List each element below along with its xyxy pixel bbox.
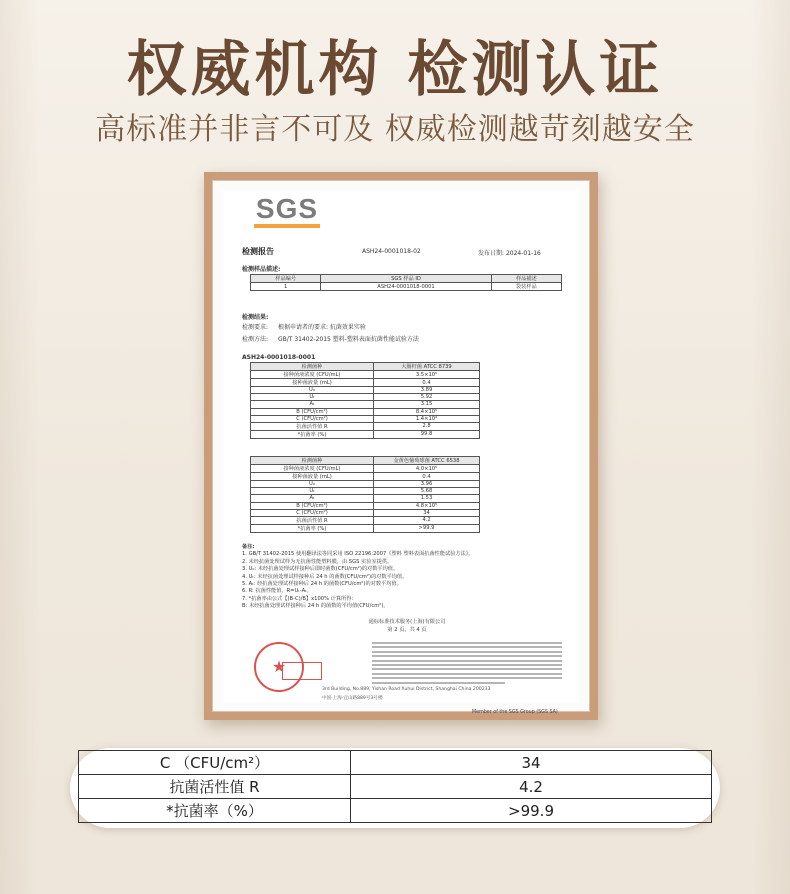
page-info: 第 2 页，共 4 页 [387,627,427,633]
frame-mat [212,180,590,715]
notes-label: 备注: [242,544,255,550]
table-label-cell: Aₜ [251,401,374,408]
test-report-document [222,190,580,715]
result-table-saureus [250,456,480,533]
table-header-cell: 金黄色葡萄球菌 ATCC 6538 [374,457,480,465]
note-item: 5. Aₜ: 经抗菌处理试样接种后 24 h 的菌数(CFU/cm²)的对数平均值。 [242,581,402,588]
report-number: ASH24-0001018-02 [362,248,421,255]
subheadline: 高标准并非言不可及 权威检测越苛刻越安全 [95,112,695,147]
table-label-cell: *抗菌率 (%) [251,524,374,532]
table-label-cell: 抗菌活性值 R [251,422,374,430]
requirement-label: 检测要求: [242,324,269,331]
seal-box [282,662,322,680]
table-label-cell: B (CFU/cm²) [251,502,374,509]
sample-cell: 袋装样品 [491,283,561,291]
table-row [251,387,480,394]
table-value-cell: 2.8 [374,422,480,430]
table-value-cell: 34 [374,509,480,516]
sample-cell: ASH24-0001018-0001 [321,283,491,291]
table-label-cell: 接种菌液量 (mL) [251,379,374,387]
table-value-cell: 1.4×10³ [374,415,480,422]
table-label-cell: C (CFU/cm²) [251,415,374,422]
highlight-value: 34 [351,751,712,775]
table-row [79,799,712,823]
table-row [251,481,480,488]
table-row [251,415,480,422]
note-item: 6. R: 抗菌性能值，R=Uₜ-Aₜ。 [242,588,312,595]
table-value-cell: 8.4×10⁵ [374,408,480,415]
table-label-cell: U₀ [251,481,374,488]
note-item: 4. Uₜ: 未经抗菌处理试样接种后 24 h 的菌数(CFU/cm²)的对数平均值。 [242,573,408,580]
sgs-logo: SGS [254,194,320,228]
table-header-cell: 大肠杆菌 ATCC 8739 [374,363,480,371]
report-date [478,248,541,257]
table-label-cell: U₀ [251,387,374,394]
table-value-cell: 99.8 [374,430,480,438]
certificate-frame [204,172,598,720]
member-line: Member of the SGS Group (SGS SA) [472,710,558,715]
table-value-cell: 5.92 [374,394,480,401]
table-value-cell: 3.96 [374,481,480,488]
table-label-cell: C (CFU/cm²) [251,509,374,516]
sample-id-label: ASH24-0001018-0001 [242,354,316,361]
table-row [79,751,712,775]
table-value-cell: 5.68 [374,488,480,495]
sample-header-cell: 样品描述 [491,275,561,283]
table-row [251,495,480,502]
table-label-cell: Uₜ [251,488,374,495]
table-row [251,422,480,430]
method-label: 检测方法: [242,336,269,343]
table-label-cell: 接种菌液浓度 (CFU/mL) [251,465,374,473]
table-row [251,502,480,509]
headline: 权威机构 检测认证 [126,35,664,105]
sample-header-cell: 样品编号 [251,275,321,283]
footer-address-cn: 中国·上海·宜山路889号3号楼 [322,696,383,701]
table-value-cell: 0.4 [374,379,480,387]
table-label-cell: 接种菌液量 (mL) [251,473,374,481]
table-value-cell: 4.0×10⁵ [374,465,480,473]
method-line [242,334,427,343]
table-label-cell: B (CFU/cm²) [251,408,374,415]
table-label-cell: *抗菌率 (%) [251,430,374,438]
table-header-row [251,363,480,371]
company-name: 通标标准技术服务(上海)有限公司 [368,619,446,625]
table-row [251,465,480,473]
table-label-cell: Aₜ [251,495,374,502]
highlight-table [78,750,712,823]
table-label-cell: 接种菌液浓度 (CFU/mL) [251,371,374,379]
table-row [251,488,480,495]
table-label-cell: Uₜ [251,394,374,401]
sample-header-cell: SGS 样品 ID [321,275,491,283]
table-value-cell: 0.4 [374,473,480,481]
table-row [251,394,480,401]
result-table-ecoli [250,362,480,439]
table-row [251,516,480,524]
table-value-cell: 3.5×10⁵ [374,371,480,379]
table-row [251,401,480,408]
table-header-cell: 检测菌种 [251,457,374,465]
table-value-cell: >99.9 [374,524,480,532]
requirement-text: 根据申请者的要求: 抗菌效果实验 [277,324,366,331]
star-icon: ★ [271,657,287,676]
table-row [251,524,480,532]
note-item: 2. 未经抗菌处理试样为无抗菌性能塑料膜，由 SGS 实验室提供。 [242,558,393,565]
table-row [251,430,480,438]
highlight-value: >99.9 [351,799,712,823]
table-row [251,509,480,516]
sample-table [250,274,562,291]
table-value-cell: 1.53 [374,495,480,502]
note-item: 7. *抗菌率由公式【(B-C)/B】x100% 计算所得: [242,595,354,602]
footer-address-en: 3rd Building, No.889, Yishan Road Xuhui District, Shanghai China 200233 [322,687,491,692]
table-value-cell: 3.89 [374,387,480,394]
highlight-label: 抗菌活性值 R [79,775,351,799]
table-label-cell: 抗菌活性值 R [251,516,374,524]
table-row [251,408,480,415]
notes-block [242,544,572,611]
highlight-label: *抗菌率（%） [79,799,351,823]
table-value-cell: 3.15 [374,401,480,408]
result-label: 检测结果: [242,314,269,321]
sample-desc-label: 检测样品描述: [242,266,281,273]
highlight-label: C （CFU/cm²） [79,751,351,775]
table-row [251,371,480,379]
table-row [251,473,480,481]
table-header-cell: 检测菌种 [251,363,374,371]
table-header-row [251,457,480,465]
table-value-cell: 4.2 [374,516,480,524]
note-item: B: 未经抗菌处理试样接种后 24 h 的菌数的平均值(CFU/cm²)。 [242,603,389,610]
table-value-cell: 4.8×10⁵ [374,502,480,509]
note-item: 1. GB/T 31402-2015 使用翻译法等同采用 ISO 22196:2007《塑料 塑料表面抗菌性能试验方法》。 [242,551,474,558]
table-row [251,379,480,387]
date-value: 2024-01-16 [505,250,541,257]
fine-print [372,642,562,686]
highlight-value: 4.2 [351,775,712,799]
table-row [79,775,712,799]
method-text: GB/T 31402-2015 塑料-塑料表面抗菌性能试验方法 [277,336,419,343]
date-label: 发布日期: [478,250,505,257]
note-item: 3. U₀: 未经抗菌处理试样接种后即时菌数(CFU/cm²)的对数平均值。 [242,566,399,573]
report-title: 检测报告 [242,247,274,256]
sample-cell: 1 [251,283,321,291]
requirement-line [242,322,374,331]
